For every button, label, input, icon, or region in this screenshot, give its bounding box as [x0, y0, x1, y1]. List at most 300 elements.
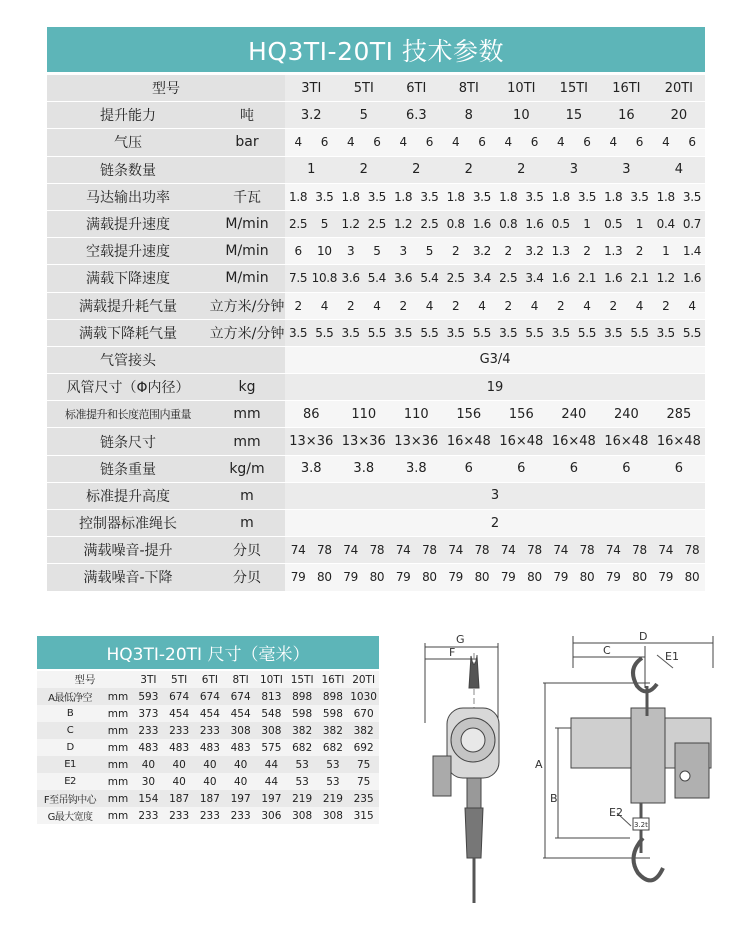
spec-value: 16×48 — [495, 428, 548, 455]
spec-value: 0.8 — [495, 210, 521, 237]
spec-value: 3.5 — [443, 319, 469, 346]
spec-value: 10 — [311, 238, 337, 265]
model-name: 3TI — [133, 671, 164, 688]
model-name: 8TI — [443, 75, 496, 102]
dimension-value: 40 — [225, 773, 256, 790]
dimension-value: 682 — [287, 739, 318, 756]
dimension-value: 382 — [348, 722, 379, 739]
spec-value: 3.5 — [364, 183, 390, 210]
dimensions-table — [37, 671, 379, 824]
spec-value: 5.5 — [364, 319, 390, 346]
model-name: 15TI — [548, 75, 601, 102]
spec-value: 13×36 — [338, 428, 391, 455]
spec-row-label: 满载下降耗气量 — [47, 319, 209, 346]
dimensions-row — [37, 790, 379, 807]
spec-value: 240 — [600, 401, 653, 428]
dimension-label: D — [37, 739, 103, 756]
spec-value: 6 — [600, 455, 653, 482]
spec-value: 1 — [653, 238, 679, 265]
dimension-unit: mm — [103, 688, 133, 705]
spec-row — [47, 156, 705, 183]
spec-value: 5.5 — [311, 319, 337, 346]
spec-row-label: 满载提升速度 — [47, 210, 209, 237]
dimension-value: 674 — [225, 688, 256, 705]
dimension-unit: mm — [103, 790, 133, 807]
spec-row-label: 气管接头 — [47, 346, 209, 373]
spec-value: 74 — [338, 537, 364, 564]
spec-value: 16 — [600, 102, 653, 129]
spec-value: 2 — [495, 238, 521, 265]
spec-value: 6 — [653, 455, 706, 482]
spec-value: 1 — [574, 210, 600, 237]
spec-header-row — [47, 75, 705, 102]
dimension-value: 75 — [348, 756, 379, 773]
dimension-value: 373 — [133, 705, 164, 722]
model-name: 3TI — [285, 75, 338, 102]
dimension-label: C — [37, 722, 103, 739]
spec-value: 0.4 — [653, 210, 679, 237]
spec-row — [47, 210, 705, 237]
spec-row-unit: 立方米/分钟 — [209, 292, 285, 319]
spec-value: 110 — [338, 401, 391, 428]
spec-row — [47, 374, 705, 401]
spec-row — [47, 183, 705, 210]
spec-value: 78 — [521, 537, 547, 564]
spec-value: 10 — [495, 102, 548, 129]
spec-value: 10.8 — [311, 265, 337, 292]
spec-value: 6 — [364, 129, 390, 156]
dimension-label: E1 — [37, 756, 103, 773]
spec-value: 6.3 — [390, 102, 443, 129]
dimension-value: 44 — [256, 773, 287, 790]
spec-row — [47, 510, 705, 537]
dimension-value: 187 — [164, 790, 195, 807]
label-a: A — [535, 758, 543, 771]
spec-value: 5.4 — [364, 265, 390, 292]
hoist-dimension-drawing — [395, 628, 740, 918]
dimension-value: 219 — [318, 790, 349, 807]
spec-value: 80 — [626, 564, 652, 591]
spec-row-label: 链条数量 — [47, 156, 209, 183]
spec-value: 2 — [285, 292, 311, 319]
spec-value: 3.5 — [521, 183, 547, 210]
dimension-value: 53 — [287, 773, 318, 790]
spec-value: 80 — [521, 564, 547, 591]
spec-value: 1.8 — [443, 183, 469, 210]
dimensions-row — [37, 807, 379, 824]
spec-value: 4 — [416, 292, 442, 319]
spec-value: 3 — [600, 156, 653, 183]
dimension-value: 1030 — [348, 688, 379, 705]
dimensions-row — [37, 739, 379, 756]
dimension-value: 483 — [164, 739, 195, 756]
spec-value: 5.5 — [416, 319, 442, 346]
dimensions-header-row — [37, 671, 379, 688]
spec-value: 4 — [469, 292, 495, 319]
spec-value: 80 — [574, 564, 600, 591]
spec-value: 110 — [390, 401, 443, 428]
spec-value: 80 — [469, 564, 495, 591]
spec-value: 3.2 — [469, 238, 495, 265]
spec-value: 2 — [338, 292, 364, 319]
spec-value: 3 — [548, 156, 601, 183]
spec-row — [47, 346, 705, 373]
dimension-value: 548 — [256, 705, 287, 722]
spec-row-unit: M/min — [209, 265, 285, 292]
dimension-value: 233 — [225, 807, 256, 824]
spec-value: 1.6 — [679, 265, 705, 292]
spec-value: 1.2 — [390, 210, 416, 237]
spec-row-label: 风管尺寸（Φ内径） — [47, 374, 209, 401]
spec-value: 78 — [469, 537, 495, 564]
dimension-value: 306 — [256, 807, 287, 824]
spec-value: 2.5 — [495, 265, 521, 292]
spec-row-unit: kg/m — [209, 455, 285, 482]
dimension-value: 197 — [225, 790, 256, 807]
dimension-value: 674 — [195, 688, 226, 705]
spec-value: 6 — [626, 129, 652, 156]
dimension-value: 233 — [195, 722, 226, 739]
spec-value: 1.6 — [521, 210, 547, 237]
spec-value: 0.8 — [443, 210, 469, 237]
label-g: G — [456, 633, 465, 646]
spec-value: 3.8 — [338, 455, 391, 482]
spec-row-unit: kg — [209, 374, 285, 401]
dimension-value: 308 — [256, 722, 287, 739]
dimension-value: 30 — [133, 773, 164, 790]
dimension-value: 75 — [348, 773, 379, 790]
spec-value: 4 — [495, 129, 521, 156]
spec-value: 4 — [311, 292, 337, 319]
spec-value: 79 — [338, 564, 364, 591]
spec-row — [47, 319, 705, 346]
model-name: 16TI — [318, 671, 349, 688]
spec-row-unit: mm — [209, 428, 285, 455]
spec-value: 3.5 — [285, 319, 311, 346]
model-name: 20TI — [348, 671, 379, 688]
spec-row-unit: 分贝 — [209, 564, 285, 591]
spec-value: 16×48 — [653, 428, 706, 455]
dimension-value: 674 — [164, 688, 195, 705]
dimension-value: 44 — [256, 756, 287, 773]
spec-value: 1.6 — [600, 265, 626, 292]
spec-row-label: 满载下降速度 — [47, 265, 209, 292]
spec-row — [47, 564, 705, 591]
spec-value: 4 — [653, 156, 706, 183]
spec-row-unit: 分贝 — [209, 537, 285, 564]
spec-value: 2 — [574, 238, 600, 265]
spec-value: 3.4 — [469, 265, 495, 292]
spec-table — [47, 75, 705, 592]
dimension-value: 40 — [164, 756, 195, 773]
label-b: B — [550, 792, 558, 805]
spec-value: 86 — [285, 401, 338, 428]
model-header: 型号 — [37, 671, 133, 688]
spec-value: 4 — [364, 292, 390, 319]
spec-value: 6 — [679, 129, 705, 156]
spec-row-unit: 立方米/分钟 — [209, 319, 285, 346]
spec-row-unit: 千瓦 — [209, 183, 285, 210]
spec-row — [47, 265, 705, 292]
spec-value: G3/4 — [285, 346, 705, 373]
dimension-value: 315 — [348, 807, 379, 824]
spec-value: 6 — [443, 455, 496, 482]
spec-value: 4 — [600, 129, 626, 156]
spec-value: 78 — [626, 537, 652, 564]
spec-value: 74 — [285, 537, 311, 564]
spec-value: 5.5 — [574, 319, 600, 346]
spec-value: 2 — [338, 156, 391, 183]
spec-value: 80 — [416, 564, 442, 591]
spec-value: 3.5 — [653, 319, 679, 346]
dimension-label: E2 — [37, 773, 103, 790]
spec-value: 3.5 — [626, 183, 652, 210]
dimension-value: 40 — [164, 773, 195, 790]
spec-value: 4 — [521, 292, 547, 319]
spec-value: 5 — [416, 238, 442, 265]
spec-value: 13×36 — [285, 428, 338, 455]
dimension-value: 233 — [164, 722, 195, 739]
spec-row-unit: bar — [209, 129, 285, 156]
dimension-value: 233 — [133, 722, 164, 739]
dimension-value: 308 — [318, 807, 349, 824]
spec-value: 2 — [495, 292, 521, 319]
dimension-value: 454 — [164, 705, 195, 722]
spec-value: 79 — [653, 564, 679, 591]
dimension-value: 593 — [133, 688, 164, 705]
dimension-value: 382 — [318, 722, 349, 739]
spec-value: 20 — [653, 102, 706, 129]
spec-value: 5 — [338, 102, 391, 129]
spec-value: 2 — [626, 238, 652, 265]
dimensions-title: HQ3TI-20TI 尺寸（毫米） — [37, 636, 379, 669]
dimension-value: 233 — [164, 807, 195, 824]
spec-value: 1.8 — [600, 183, 626, 210]
spec-value: 3.5 — [469, 183, 495, 210]
spec-value: 1.8 — [495, 183, 521, 210]
spec-value: 74 — [495, 537, 521, 564]
model-name: 5TI — [164, 671, 195, 688]
spec-value: 240 — [548, 401, 601, 428]
spec-value: 2 — [600, 292, 626, 319]
spec-value: 4 — [653, 129, 679, 156]
model-name: 6TI — [195, 671, 226, 688]
dimension-value: 898 — [287, 688, 318, 705]
spec-value: 79 — [600, 564, 626, 591]
dimension-value: 308 — [287, 807, 318, 824]
model-name: 15TI — [287, 671, 318, 688]
spec-value: 1.8 — [390, 183, 416, 210]
dimension-value: 308 — [225, 722, 256, 739]
spec-row — [47, 102, 705, 129]
spec-value: 3.5 — [390, 319, 416, 346]
spec-value: 2 — [548, 292, 574, 319]
dimension-value: 454 — [195, 705, 226, 722]
spec-value: 6 — [416, 129, 442, 156]
spec-value: 3.5 — [311, 183, 337, 210]
dimension-value: 682 — [318, 739, 349, 756]
spec-value: 1.3 — [548, 238, 574, 265]
spec-value: 6 — [521, 129, 547, 156]
spec-value: 2.5 — [416, 210, 442, 237]
spec-value: 80 — [364, 564, 390, 591]
spec-row-label: 满载噪音-提升 — [47, 537, 209, 564]
spec-value: 1.2 — [338, 210, 364, 237]
spec-value: 78 — [364, 537, 390, 564]
spec-value: 13×36 — [390, 428, 443, 455]
spec-value: 78 — [416, 537, 442, 564]
dimension-value: 483 — [195, 739, 226, 756]
model-name: 8TI — [225, 671, 256, 688]
spec-value: 79 — [495, 564, 521, 591]
dimension-unit: mm — [103, 722, 133, 739]
spec-value: 74 — [443, 537, 469, 564]
dimension-unit: mm — [103, 739, 133, 756]
spec-value: 6 — [469, 129, 495, 156]
label-e1: E1 — [665, 650, 679, 663]
spec-row-label: 标准提升高度 — [47, 482, 209, 509]
spec-value: 78 — [679, 537, 705, 564]
spec-value: 2 — [443, 238, 469, 265]
spec-row — [47, 537, 705, 564]
spec-value: 74 — [600, 537, 626, 564]
dimension-value: 154 — [133, 790, 164, 807]
spec-value: 5.5 — [626, 319, 652, 346]
spec-value: 3.8 — [285, 455, 338, 482]
dimension-unit: mm — [103, 773, 133, 790]
spec-value: 4 — [338, 129, 364, 156]
spec-value: 5.5 — [521, 319, 547, 346]
model-name: 6TI — [390, 75, 443, 102]
spec-value: 2 — [285, 510, 705, 537]
dimension-value: 813 — [256, 688, 287, 705]
spec-row-label: 标准提升和长度范围内重量 — [47, 401, 209, 428]
dimension-value: 670 — [348, 705, 379, 722]
spec-value: 79 — [548, 564, 574, 591]
spec-value: 16×48 — [443, 428, 496, 455]
spec-row-label: 提升能力 — [47, 102, 209, 129]
spec-title: HQ3TI-20TI 技术参数 — [47, 27, 705, 72]
spec-row-label: 链条重量 — [47, 455, 209, 482]
model-name: 16TI — [600, 75, 653, 102]
spec-value: 2 — [443, 292, 469, 319]
spec-value: 1.8 — [285, 183, 311, 210]
spec-value: 1.2 — [653, 265, 679, 292]
spec-value: 4 — [574, 292, 600, 319]
spec-row-unit: M/min — [209, 238, 285, 265]
spec-value: 3.2 — [285, 102, 338, 129]
dimension-label: A最低净空 — [37, 688, 103, 705]
spec-value: 2.5 — [364, 210, 390, 237]
spec-value: 3.5 — [495, 319, 521, 346]
spec-value: 2 — [443, 156, 496, 183]
spec-value: 5.5 — [469, 319, 495, 346]
spec-value: 78 — [574, 537, 600, 564]
dimensions-row — [37, 722, 379, 739]
dimension-value: 40 — [195, 773, 226, 790]
spec-value: 4 — [548, 129, 574, 156]
spec-row-label: 空载提升速度 — [47, 238, 209, 265]
spec-value: 2 — [495, 156, 548, 183]
dimension-value: 219 — [287, 790, 318, 807]
spec-row-label: 马达输出功率 — [47, 183, 209, 210]
spec-row-unit: mm — [209, 401, 285, 428]
spec-value: 0.5 — [548, 210, 574, 237]
model-name: 10TI — [256, 671, 287, 688]
spec-row-unit: m — [209, 510, 285, 537]
spec-value: 5.5 — [679, 319, 705, 346]
spec-value: 3.8 — [390, 455, 443, 482]
spec-value: 6 — [574, 129, 600, 156]
dimension-value: 483 — [133, 739, 164, 756]
dimension-unit: mm — [103, 756, 133, 773]
spec-value: 2 — [390, 156, 443, 183]
dimension-unit: mm — [103, 807, 133, 824]
model-name: 5TI — [338, 75, 391, 102]
label-d: D — [639, 630, 648, 643]
dimension-value: 40 — [195, 756, 226, 773]
spec-value: 1 — [626, 210, 652, 237]
spec-value: 1.8 — [653, 183, 679, 210]
spec-value: 1.6 — [548, 265, 574, 292]
dimension-value: 235 — [348, 790, 379, 807]
spec-row-unit: M/min — [209, 210, 285, 237]
spec-value: 1.6 — [469, 210, 495, 237]
spec-value: 4 — [626, 292, 652, 319]
spec-value: 79 — [285, 564, 311, 591]
spec-value: 3.5 — [600, 319, 626, 346]
model-header: 型号 — [47, 75, 285, 102]
spec-value: 3.5 — [548, 319, 574, 346]
dimension-value: 233 — [195, 807, 226, 824]
spec-value: 7.5 — [285, 265, 311, 292]
spec-row — [47, 455, 705, 482]
spec-value: 5 — [364, 238, 390, 265]
spec-value: 2.1 — [574, 265, 600, 292]
spec-value: 74 — [390, 537, 416, 564]
spec-value: 6 — [495, 455, 548, 482]
dimension-value: 53 — [318, 756, 349, 773]
spec-value: 3 — [390, 238, 416, 265]
spec-value: 15 — [548, 102, 601, 129]
spec-value: 74 — [653, 537, 679, 564]
spec-value: 3.5 — [679, 183, 705, 210]
spec-value: 1.8 — [548, 183, 574, 210]
spec-value: 4 — [285, 129, 311, 156]
spec-value: 1.4 — [679, 238, 705, 265]
spec-value: 1 — [285, 156, 338, 183]
dimension-value: 692 — [348, 739, 379, 756]
spec-value: 8 — [443, 102, 496, 129]
spec-value: 0.7 — [679, 210, 705, 237]
spec-value: 285 — [653, 401, 706, 428]
spec-value: 3.6 — [390, 265, 416, 292]
spec-value: 2.1 — [626, 265, 652, 292]
spec-value: 79 — [443, 564, 469, 591]
dimension-label: B — [37, 705, 103, 722]
spec-value: 4 — [443, 129, 469, 156]
spec-value: 3.5 — [338, 319, 364, 346]
spec-row — [47, 292, 705, 319]
dimension-value: 233 — [133, 807, 164, 824]
spec-row-label: 满载噪音-下降 — [47, 564, 209, 591]
spec-value: 156 — [495, 401, 548, 428]
dimension-value: 382 — [287, 722, 318, 739]
spec-row-label: 气压 — [47, 129, 209, 156]
spec-value: 5.4 — [416, 265, 442, 292]
label-f: F — [449, 646, 456, 659]
spec-row-label: 控制器标准绳长 — [47, 510, 209, 537]
